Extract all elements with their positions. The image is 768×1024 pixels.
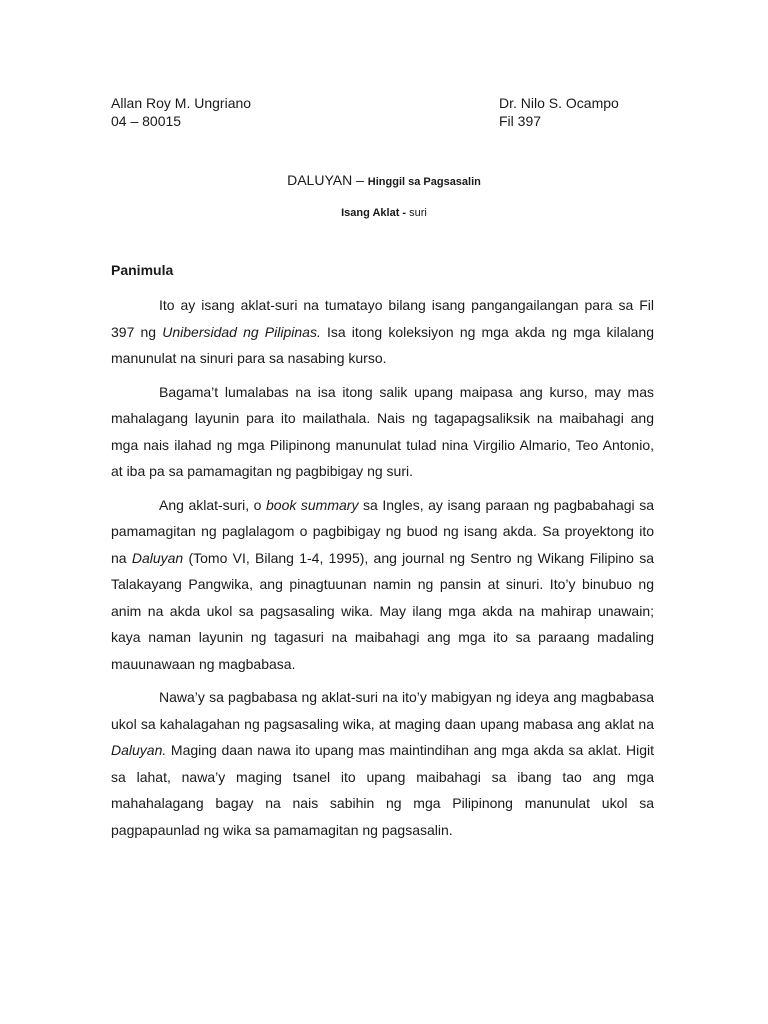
course-info-block	[499, 94, 619, 130]
p3-text-c: sa Ingles, ay isang paraan ng pagbabahagi sa pamamagitan ng paglalagom o pagbibigay ng buod ng isang akda. Sa proyektong ito na	[111, 496, 654, 566]
p4-text-c: Maging daan nawa ito upang mas maintindihan ang mga akda sa aklat. Higit sa lahat, nawa’y maging tsanel ito upang maibahagi sa ibang tao ang mga mahahalagang bagay na nais sabihin ng mga Pilipinong manunulat ukol sa pagpapaunlad ng wika sa pamamagitan ng pagsasalin.	[111, 742, 654, 838]
section-heading: Panimula	[111, 262, 174, 278]
document-subtitle	[0, 206, 768, 220]
p4-text-a: Nawa’y sa pagbabasa ng aklat-suri na ito’y mabigyan ng ideya ang magbabasa ukol sa kahalagahan ng pagsasaling wika, at maging daan upang mabasa ang aklat na	[111, 689, 654, 732]
student-info-block	[111, 94, 251, 130]
p3-text-d: Daluyan	[131, 549, 184, 566]
subtitle-bold: Isang Aklat -	[341, 207, 410, 219]
p3-text-a: Ang aklat-suri, o	[159, 496, 266, 513]
author-name: Allan Roy M. Ungriano	[111, 95, 252, 111]
title-main: DALUYAN –	[287, 172, 368, 188]
document-title	[0, 171, 768, 191]
title-sub: Hinggil sa Pagsasalin	[367, 176, 481, 188]
subtitle-rest: suri	[409, 207, 427, 219]
paragraph-3	[111, 492, 654, 678]
p3-text-b: book summary	[266, 496, 359, 513]
paragraph-2	[111, 379, 654, 485]
professor-name: Dr. Nilo S. Ocampo	[499, 95, 619, 111]
p1-text-b: Unibersidad ng Pilipinas.	[162, 323, 321, 340]
paragraph-1	[111, 292, 654, 372]
paragraph-4	[111, 684, 654, 843]
student-number: 04 – 80015	[111, 113, 182, 129]
p4-text-b: Daluyan.	[111, 742, 167, 758]
p2-text-a: Bagama’t lumalabas na isa itong salik upang maipasa ang kurso, may mas mahalagang layunin para ito mailathala. Nais ng tagapagsaliksik na maibahagi ang mga nais ilahad ng mga Pilipinong manunulat tulad nina Virgilio Almario, Teo Antonio, at iba pa sa pamamagitan ng pagbibigay ng suri.	[111, 383, 654, 479]
course-code: Fil 397	[499, 113, 542, 129]
p1-text-c: Isa itong koleksiyon ng mga akda ng mga kilalang manunulat na sinuri para sa nasabing kurso.	[111, 323, 655, 366]
p3-text-e: (Tomo VI, Bilang 1-4, 1995), ang journal ng Sentro ng Wikang Filipino sa Talakayang Pangwika, ang pinagtuunan namin ng pansin at sinuri. Ito’y binubuo ng anim na akda ukol sa pagsasaling wika. May ilang mga akda na mahirap unawain; kaya naman layunin ng tagasuri na maibahagi ang mga ito sa paraang madaling mauunawaan ng magbabasa.	[111, 549, 654, 672]
p1-text-a: Ito ay isang aklat-suri na tumatayo bilang isang pangangailangan para sa Fil 397 ng	[111, 297, 654, 340]
body-text	[111, 292, 654, 850]
